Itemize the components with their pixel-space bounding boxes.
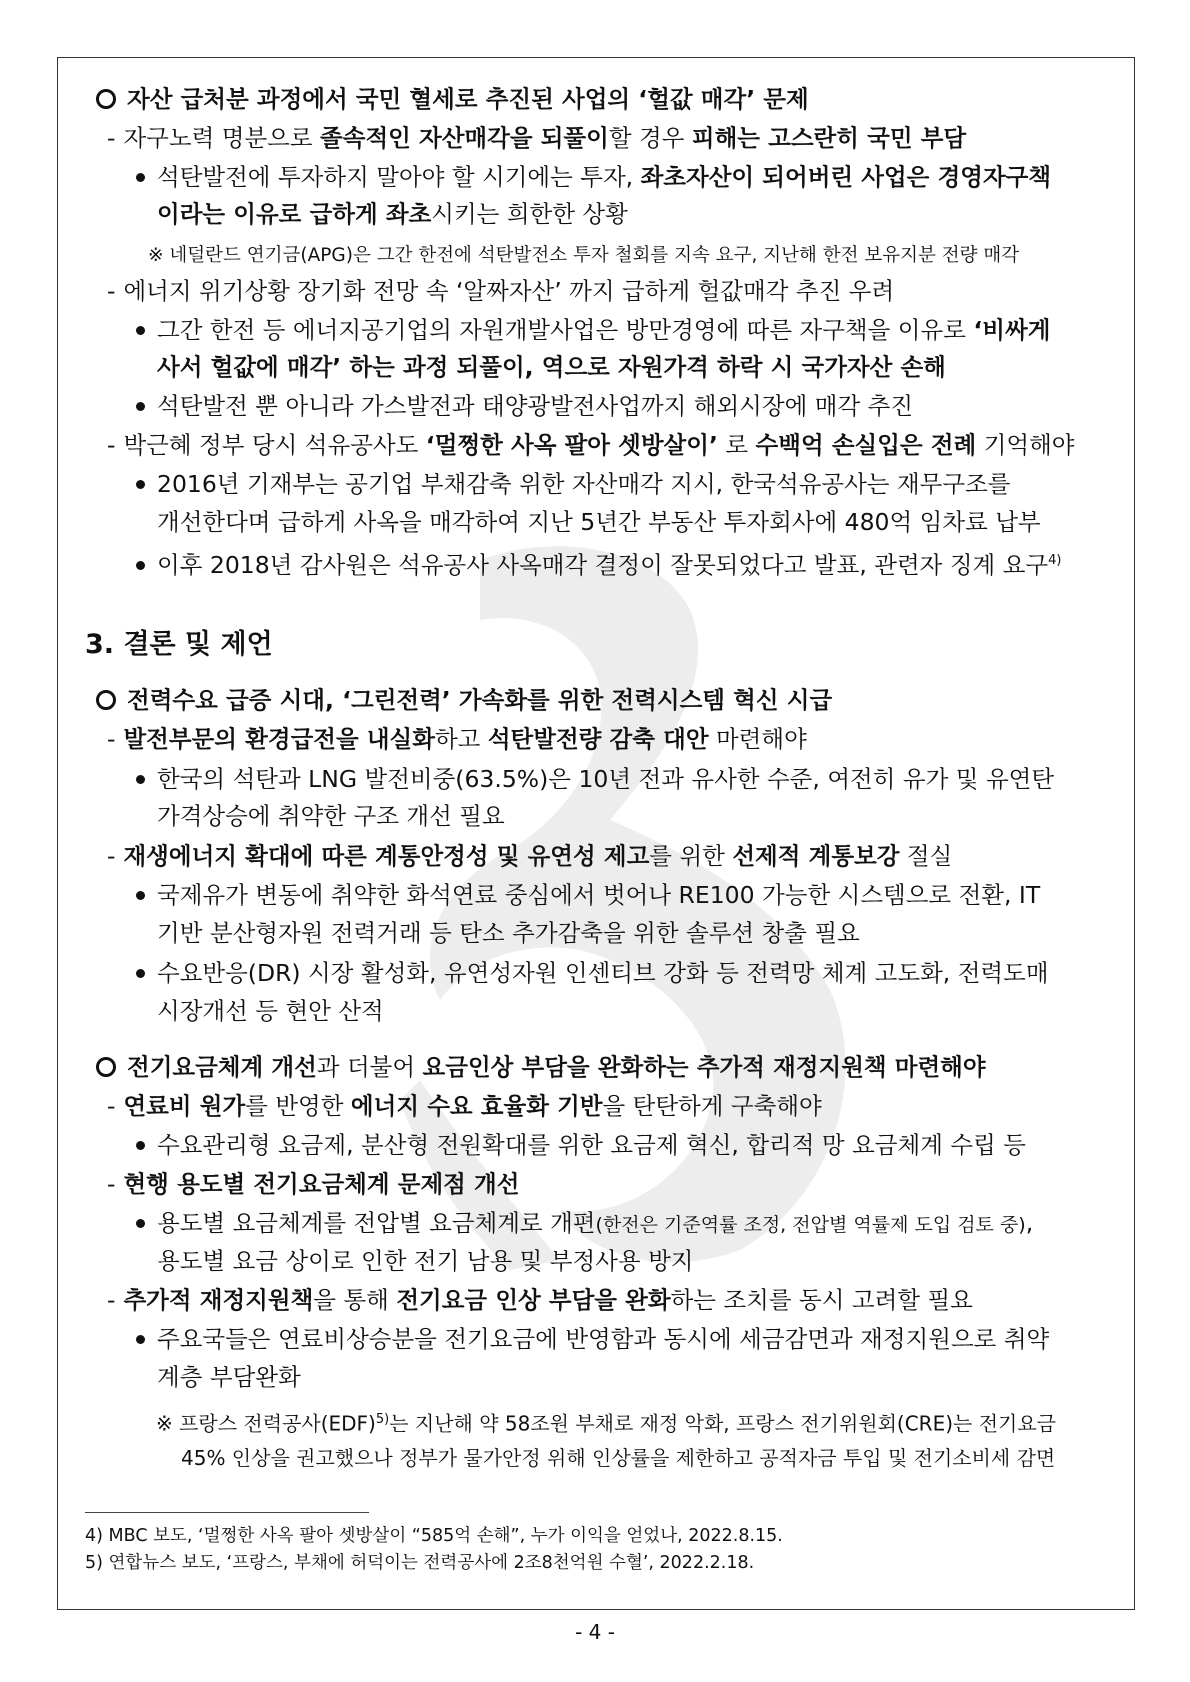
text-run: , <box>1025 1209 1034 1237</box>
bullet-item <box>136 315 1050 345</box>
footnote-4: 4) MBC 보도, ‘멀쩡한 사옥 팔아 셋방살이 “585억 손해”, 누가 이익을 얻었나, 2022.8.15. <box>85 1526 783 1546</box>
text-run: 발전부문의 환경급전을 내실화 <box>123 725 435 753</box>
text-run: 개선한다며 급하게 사옥을 매각하여 지난 5년간 부동산 투자회사에 480억 임차료 납부 <box>157 508 1041 536</box>
text-run: 이라는 이유로 급하게 좌초 <box>157 200 432 228</box>
bullet-item <box>136 880 1040 910</box>
dot-bullet-icon <box>136 561 145 570</box>
heading-item <box>96 84 809 114</box>
text-run: 계층 부담완화 <box>157 1363 301 1391</box>
bullet-item <box>136 1130 1026 1160</box>
bullet-continuation <box>157 1246 693 1276</box>
dot-bullet-icon <box>136 775 145 784</box>
text-run: 이후 2018년 감사원은 석유공사 사옥매각 결정이 잘못되었다고 발표, 관련자 징계 요구 <box>157 550 1049 579</box>
text-run: 좌초자산이 되어버린 사업은 경영자구책 <box>640 163 1052 191</box>
text-run: 시키는 희한한 상황 <box>431 200 628 228</box>
bullet-item <box>136 1208 1033 1240</box>
bullet-item <box>136 1324 1049 1354</box>
dot-bullet-icon <box>136 1219 145 1228</box>
text-run: 수요관리형 요금제, 분산형 전원확대를 위한 요금제 혁신, 합리적 망 요금체계 수립 등 <box>157 1131 1026 1159</box>
sub-item <box>107 724 807 754</box>
footnote-ref: 5) <box>375 1412 390 1427</box>
footnote-divider <box>85 1512 369 1513</box>
bullet-continuation <box>157 801 505 831</box>
note-text <box>181 1443 1055 1473</box>
note-text <box>156 1405 1056 1439</box>
text-run: 추가적 재정지원책 <box>123 1286 314 1314</box>
sub-item <box>107 1169 519 1199</box>
text-run: 를 위한 <box>649 842 733 870</box>
text-run: 을 탄탄하게 구축해야 <box>602 1092 822 1120</box>
text-run: 전력수요 급증 시대, ‘그린전력’ 가속화를 위한 전력시스템 혁신 시급 <box>127 686 833 714</box>
text-run: 그간 한전 등 에너지공기업의 자원개발사업은 방만경영에 따른 자구책을 이유로 <box>157 316 974 344</box>
sub-item <box>107 1091 822 1121</box>
sub-item <box>107 276 894 306</box>
dot-bullet-icon <box>136 173 145 182</box>
heading-item <box>96 685 832 715</box>
circle-bullet-icon <box>96 1057 116 1077</box>
bullet-continuation <box>157 352 946 382</box>
dash-marker: - <box>107 1170 116 1198</box>
text-run: 는 지난해 약 58조원 부채로 재정 악화, 프랑스 전기위원회(CRE)는 전기요금 <box>389 1411 1056 1436</box>
footnote-5: 5) 연합뉴스 보도, ‘프랑스, 부채에 허덕이는 전력공사에 2조8천억원 수혈’, 2022.2.18. <box>85 1553 755 1573</box>
text-run: 용도별 요금 상이로 인한 전기 남용 및 부정사용 방지 <box>157 1247 694 1275</box>
note-text <box>148 241 1019 271</box>
text-run: 선제적 계통보강 <box>732 842 900 870</box>
text-run: ‘비싸게 <box>973 316 1051 344</box>
text-run: 에너지 수요 효율화 기반 <box>350 1092 603 1120</box>
dot-bullet-icon <box>136 1141 145 1150</box>
bullet-item <box>136 469 1010 499</box>
text-run: 박근혜 정부 당시 석유공사도 <box>123 431 426 459</box>
dash-marker: - <box>107 277 116 305</box>
text-run: 전기요금 인상 부담을 완화 <box>396 1286 671 1314</box>
bullet-continuation <box>157 199 628 229</box>
dash-marker: - <box>107 725 116 753</box>
text-run: 석탄발전량 감축 대안 <box>487 725 709 753</box>
bullet-continuation <box>157 507 1041 537</box>
text-run: 마련해야 <box>708 725 807 753</box>
dot-bullet-icon <box>136 402 145 411</box>
dash-marker: - <box>107 124 116 152</box>
dash-marker: - <box>107 431 116 459</box>
text-run: 자구노력 명분으로 <box>123 124 321 152</box>
text-run: 3. 결론 및 제언 <box>85 629 273 660</box>
dash-marker: - <box>107 1286 116 1314</box>
text-run: 자산 급처분 과정에서 국민 혈세로 추진된 사업의 ‘헐값 매각’ 문제 <box>127 85 809 113</box>
text-run: 용도별 요금체계를 전압별 요금체계로 개편 <box>157 1209 596 1237</box>
bullet-item <box>136 391 913 421</box>
text-run: 할 경우 <box>608 124 692 152</box>
bullet-item <box>136 162 1051 192</box>
text-run: 연료비 원가 <box>123 1092 246 1120</box>
text-run: 주요국들은 연료비상승분을 전기요금에 반영함과 동시에 세금감면과 재정지원으로 취약 <box>157 1325 1050 1353</box>
page-number: - 4 - <box>575 1620 615 1644</box>
dot-bullet-icon <box>136 1335 145 1344</box>
footnote-ref: 4) <box>1048 553 1062 568</box>
text-run: 석탄발전에 투자하지 말아야 할 시기에는 투자, <box>157 163 641 191</box>
text-run: 하고 <box>434 725 488 753</box>
text-run: 사서 헐값에 매각’ 하는 과정 되풀이, 역으로 자원가격 하락 시 국가자산 손해 <box>157 353 946 381</box>
text-run: ※ 프랑스 전력공사(EDF) <box>156 1411 376 1436</box>
sub-item <box>107 1285 973 1315</box>
text-run: 기억해야 <box>976 431 1075 459</box>
bullet-item <box>136 958 1049 988</box>
dot-bullet-icon <box>136 891 145 900</box>
bullet-item <box>136 546 1061 580</box>
text-run: ※ 네덜란드 연기금(APG)은 그간 한전에 석탄발전소 투자 철회를 지속 요구, 지난해 한전 보유지분 전량 매각 <box>148 245 1020 266</box>
sub-item <box>107 841 952 871</box>
circle-bullet-icon <box>96 690 116 710</box>
dash-marker: - <box>107 1092 116 1120</box>
text-run: 45% 인상을 권고했으나 정부가 물가안정 위해 인상률을 제한하고 공적자금 투입 및 전기소비세 감면 <box>181 1446 1056 1470</box>
text-run: 국제유가 변동에 취약한 화석연료 중심에서 벗어나 RE100 가능한 시스템으로 전환, IT <box>157 881 1041 909</box>
text-run: 전기요금체계 개선 <box>127 1053 317 1081</box>
text-run: 현행 용도별 전기요금체계 문제점 개선 <box>123 1170 520 1198</box>
text-run: 을 통해 <box>313 1286 397 1314</box>
bullet-continuation <box>157 918 860 948</box>
sub-item <box>107 123 966 153</box>
text-run: 에너지 위기상황 장기화 전망 속 ‘알짜자산’ 까지 급하게 헐값매각 추진 우려 <box>123 277 895 305</box>
text-run: 수백억 손실입은 전례 <box>755 431 977 459</box>
text-run: 졸속적인 자산매각을 되풀이 <box>320 124 609 152</box>
text-run: 가격상승에 취약한 구조 개선 필요 <box>157 802 505 830</box>
dash-marker: - <box>107 842 116 870</box>
text-run: 재생에너지 확대에 따른 계통안정성 및 유연성 제고 <box>123 842 650 870</box>
text-run: 수요반응(DR) 시장 활성화, 유연성자원 인센티브 강화 등 전력망 체계 고도화, 전력도매 <box>157 959 1049 987</box>
bullet-continuation <box>157 1362 301 1392</box>
text-run: 과 더불어 <box>316 1053 423 1081</box>
section-title <box>85 630 273 660</box>
text-run: 요금인상 부담을 완화하는 추가적 재정지원책 마련해야 <box>422 1053 986 1081</box>
text-run: 2016년 기재부는 공기업 부채감축 위한 자산매각 지시, 한국석유공사는 재무구조를 <box>157 470 1011 498</box>
heading-item <box>96 1052 986 1082</box>
bullet-continuation <box>157 996 384 1026</box>
text-run: 절실 <box>899 842 953 870</box>
text-run: 시장개선 등 현안 산적 <box>157 997 384 1025</box>
text-run: 피해는 고스란히 국민 부담 <box>691 124 967 152</box>
dot-bullet-icon <box>136 480 145 489</box>
dot-bullet-icon <box>136 326 145 335</box>
text-run: 를 반영한 <box>245 1092 351 1120</box>
sub-item <box>107 430 1075 460</box>
text-run: 한국의 석탄과 LNG 발전비중(63.5%)은 10년 전과 유사한 수준, 여전히 유가 및 유연탄 <box>157 765 1055 793</box>
text-run: (한전은 기준역률 조정, 전압별 역률제 도입 검토 중) <box>595 1214 1026 1236</box>
text-run: ‘멀쩡한 사옥 팔아 셋방살이’ <box>425 431 718 459</box>
text-run: 석탄발전 뿐 아니라 가스발전과 태양광발전사업까지 해외시장에 매각 추진 <box>157 392 914 420</box>
text-run: 기반 분산형자원 전력거래 등 탄소 추가감축을 위한 솔루션 창출 필요 <box>157 919 860 947</box>
bullet-item <box>136 764 1054 794</box>
dot-bullet-icon <box>136 969 145 978</box>
text-run: 하는 조치를 동시 고려할 필요 <box>670 1286 973 1314</box>
circle-bullet-icon <box>96 89 116 109</box>
text-run: 로 <box>717 431 756 459</box>
